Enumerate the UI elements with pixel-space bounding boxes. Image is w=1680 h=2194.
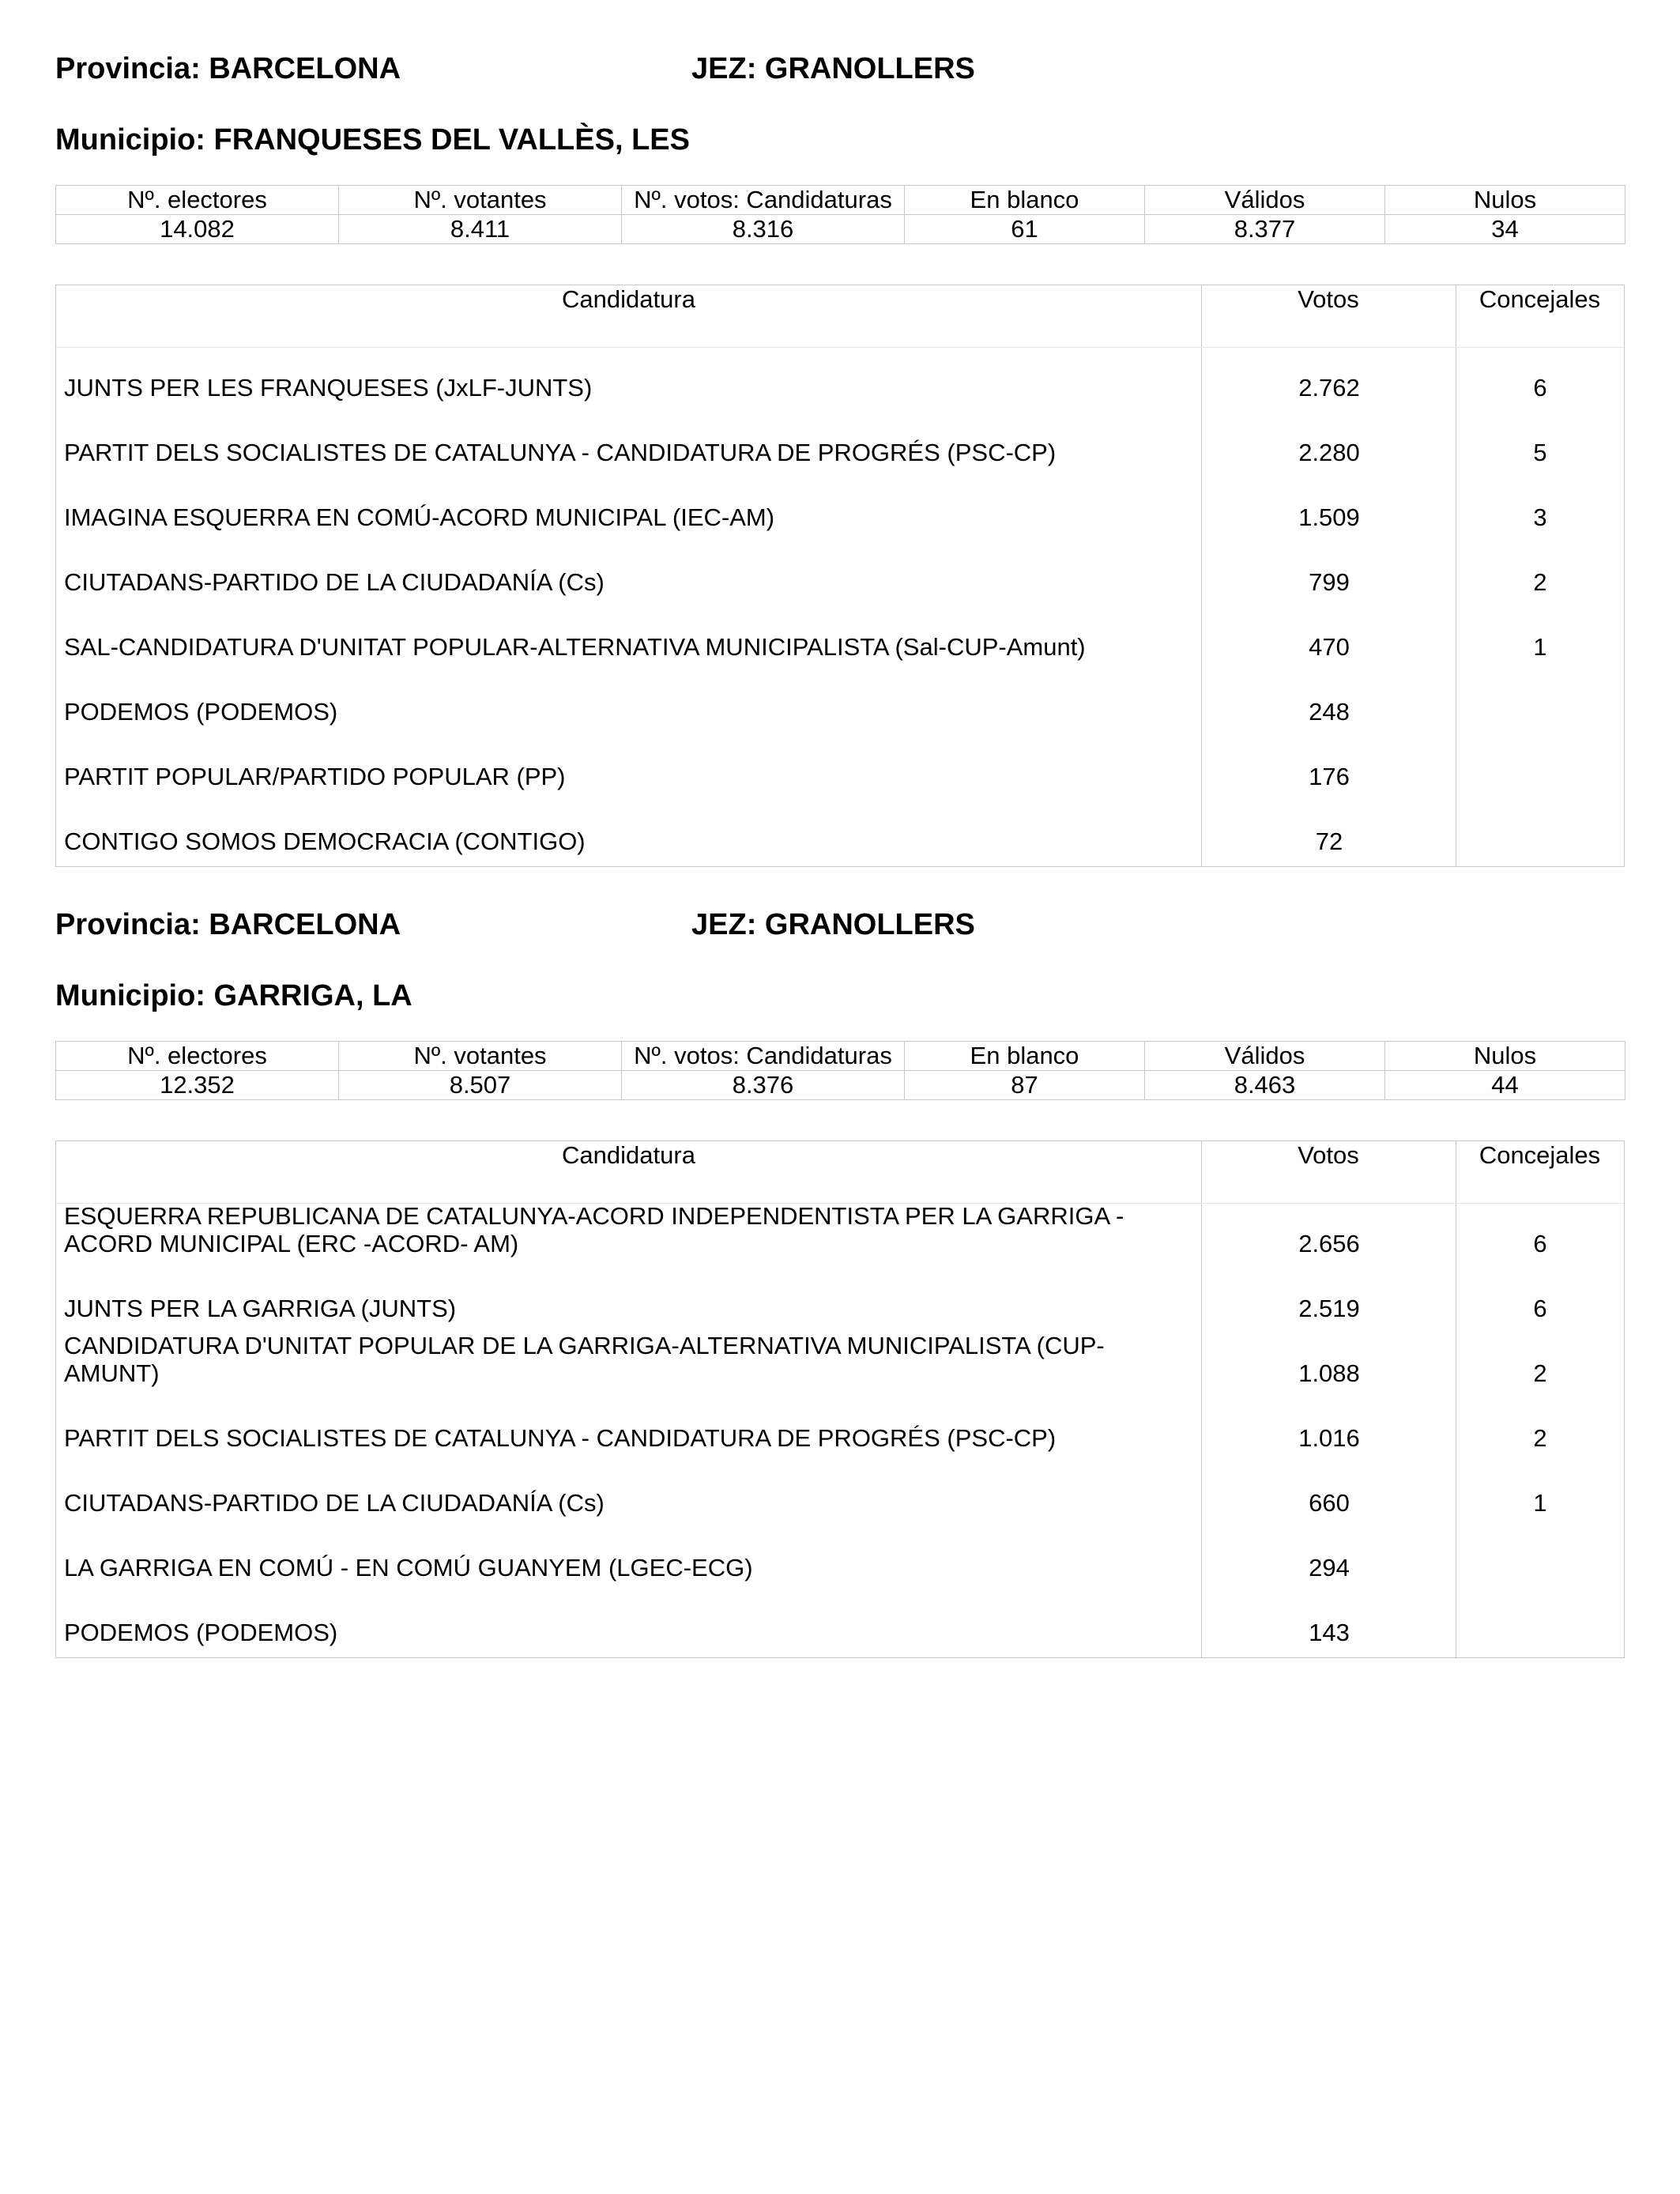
value-electores: 14.082: [56, 215, 339, 244]
value-validos: 8.463: [1145, 1071, 1385, 1100]
header-concejales: Concejales: [1478, 285, 1601, 313]
votes-value: 2.762: [1298, 374, 1360, 401]
candidatura-name: LA GARRIGA EN COMÚ - EN COMÚ GUANYEM (LGEC-ECG): [64, 1554, 753, 1581]
results-table: [55, 285, 1625, 867]
value-votos-candidaturas: 8.376: [622, 1071, 905, 1100]
value-votantes: 8.507: [339, 1071, 622, 1100]
table-row: [56, 1528, 1624, 1593]
results-table: [55, 1140, 1625, 1658]
seats-value: 3: [1533, 503, 1547, 531]
votes-value: 2.280: [1298, 439, 1360, 466]
seats-value: 6: [1533, 1230, 1547, 1257]
votes-value: 799: [1309, 568, 1350, 596]
summary-table: [55, 185, 1625, 244]
header-candidatura: Candidatura: [562, 1141, 695, 1169]
header-nulos: Nulos: [1385, 1042, 1625, 1071]
header-concejales: Concejales: [1478, 1141, 1601, 1169]
seats-value: 2: [1533, 568, 1547, 596]
value-en-blanco: 87: [905, 1071, 1145, 1100]
seats-value: 1: [1533, 1489, 1547, 1517]
seats-value: 2: [1533, 1359, 1547, 1387]
summary-value-row: [56, 1071, 1625, 1100]
header-validos: Válidos: [1145, 186, 1385, 215]
header-votos-candidaturas: Nº. votos: Candidaturas: [622, 186, 905, 215]
candidatura-name: CANDIDATURA D'UNITAT POPULAR DE LA GARRIGA-ALTERNATIVA MUNICIPALISTA (CUP-AMUNT): [64, 1332, 1105, 1387]
candidatura-name: SAL-CANDIDATURA D'UNITAT POPULAR-ALTERNATIVA MUNICIPALISTA (Sal-CUP-Amunt): [64, 633, 1086, 661]
table-row: [56, 348, 1624, 413]
table-row: [56, 1398, 1624, 1463]
votes-value: 143: [1309, 1619, 1350, 1646]
summary-header-row: [56, 1042, 1625, 1071]
value-en-blanco: 61: [905, 215, 1145, 244]
value-nulos: 44: [1385, 1071, 1625, 1100]
seats-value: 1: [1533, 633, 1547, 661]
municipio-title: Municipio: GARRIGA, LA: [55, 979, 412, 1012]
results-header: [56, 1141, 1624, 1204]
header-validos: Válidos: [1145, 1042, 1385, 1071]
header-candidatura: Candidatura: [562, 285, 695, 313]
header-votos: Votos: [1298, 1141, 1359, 1169]
header-votos-candidaturas: Nº. votos: Candidaturas: [622, 1042, 905, 1071]
candidatura-name: PARTIT POPULAR/PARTIDO POPULAR (PP): [64, 763, 566, 790]
summary-value-row: [56, 215, 1625, 244]
candidatura-name: ESQUERRA REPUBLICANA DE CATALUNYA-ACORD INDEPENDENTISTA PER LA GARRIGA - ACORD MUNICIPAL (ERC -ACORD- AM): [64, 1202, 1124, 1257]
value-electores: 12.352: [56, 1071, 339, 1100]
votes-value: 2.656: [1298, 1230, 1360, 1257]
table-row: [56, 477, 1624, 542]
results-header: [56, 285, 1624, 348]
seats-value: 2: [1533, 1424, 1547, 1452]
summary-table: [55, 1041, 1625, 1100]
table-row: [56, 1463, 1624, 1528]
value-votos-candidaturas: 8.316: [622, 215, 905, 244]
header-electores: Nº. electores: [56, 1042, 339, 1071]
jez-label: JEZ: GRANOLLERS: [691, 52, 975, 85]
seats-value: 6: [1533, 374, 1547, 401]
table-row: [56, 737, 1624, 801]
provincia-label: Provincia: BARCELONA: [55, 52, 401, 85]
table-row: [56, 1333, 1624, 1398]
jez-label: JEZ: GRANOLLERS: [691, 908, 975, 941]
header-votantes: Nº. votantes: [339, 1042, 622, 1071]
votes-value: 1.088: [1298, 1359, 1360, 1387]
candidatura-name: JUNTS PER LA GARRIGA (JUNTS): [64, 1295, 457, 1322]
candidatura-name: CIUTADANS-PARTIDO DE LA CIUDADANÍA (Cs): [64, 1489, 605, 1517]
municipio-title: Municipio: FRANQUESES DEL VALLÈS, LES: [55, 123, 690, 156]
votes-value: 470: [1309, 633, 1350, 661]
votes-value: 660: [1309, 1489, 1350, 1517]
value-validos: 8.377: [1145, 215, 1385, 244]
votes-value: 2.519: [1298, 1295, 1360, 1322]
summary-header-row: [56, 186, 1625, 215]
header-nulos: Nulos: [1385, 186, 1625, 215]
candidatura-name: PODEMOS (PODEMOS): [64, 698, 338, 726]
table-row: [56, 1593, 1624, 1657]
candidatura-name: CONTIGO SOMOS DEMOCRACIA (CONTIGO): [64, 827, 586, 855]
candidatura-name: PODEMOS (PODEMOS): [64, 1619, 338, 1646]
votes-value: 294: [1309, 1554, 1350, 1581]
candidatura-name: PARTIT DELS SOCIALISTES DE CATALUNYA - CANDIDATURA DE PROGRÉS (PSC-CP): [64, 1424, 1057, 1452]
table-row: [56, 801, 1624, 866]
table-row: [56, 672, 1624, 737]
header-votantes: Nº. votantes: [339, 186, 622, 215]
table-row: [56, 413, 1624, 477]
votes-value: 248: [1309, 698, 1350, 726]
votes-value: 176: [1309, 763, 1350, 790]
header-electores: Nº. electores: [56, 186, 339, 215]
table-row: [56, 607, 1624, 672]
votes-value: 72: [1315, 827, 1343, 855]
candidatura-name: JUNTS PER LES FRANQUESES (JxLF-JUNTS): [64, 374, 593, 401]
seats-value: 5: [1533, 439, 1547, 466]
header-en-blanco: En blanco: [905, 186, 1145, 215]
candidatura-name: CIUTADANS-PARTIDO DE LA CIUDADANÍA (Cs): [64, 568, 605, 596]
votes-value: 1.016: [1298, 1424, 1360, 1452]
table-row: [56, 1269, 1624, 1333]
seats-value: 6: [1533, 1295, 1547, 1322]
candidatura-name: IMAGINA ESQUERRA EN COMÚ-ACORD MUNICIPAL (IEC-AM): [64, 503, 775, 531]
header-en-blanco: En blanco: [905, 1042, 1145, 1071]
candidatura-name: PARTIT DELS SOCIALISTES DE CATALUNYA - CANDIDATURA DE PROGRÉS (PSC-CP): [64, 439, 1057, 466]
value-votantes: 8.411: [339, 215, 622, 244]
provincia-label: Provincia: BARCELONA: [55, 908, 401, 941]
votes-value: 1.509: [1298, 503, 1360, 531]
table-row: [56, 542, 1624, 607]
value-nulos: 34: [1385, 215, 1625, 244]
header-votos: Votos: [1298, 285, 1359, 313]
table-row: [56, 1204, 1624, 1269]
